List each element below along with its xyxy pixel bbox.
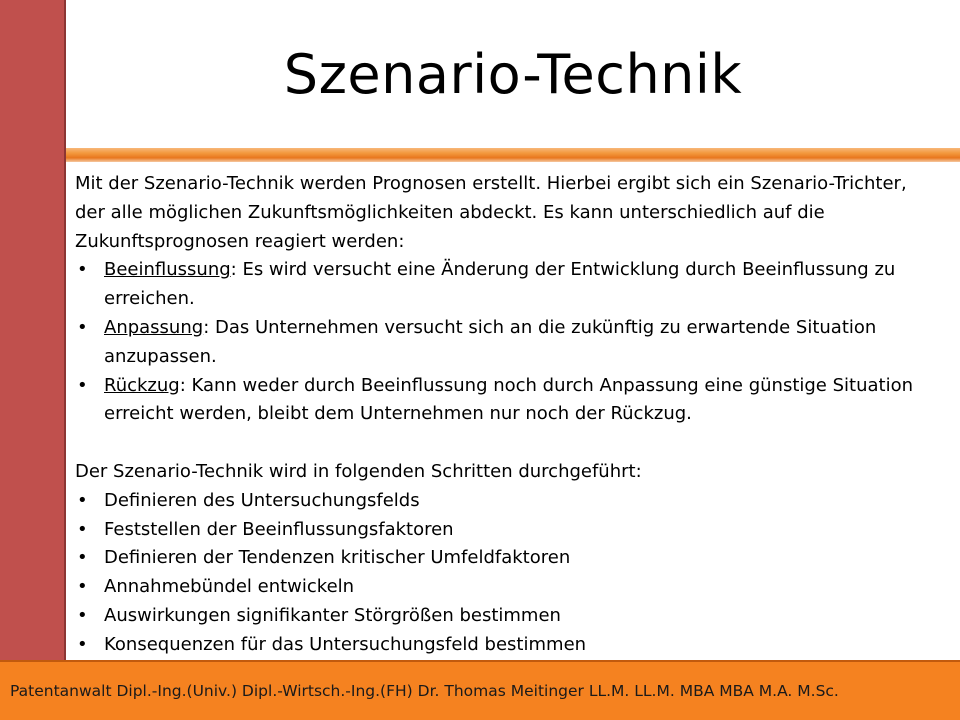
- footer-text: Patentanwalt Dipl.-Ing.(Univ.) Dipl.-Wirtsch.-Ing.(FH) Dr. Thomas Meitinger LL.M. LL.M. MBA MBA M.A. M.Sc.: [10, 682, 839, 700]
- step-text: Auswirkungen signifikanter Störgrößen bestimmen: [104, 604, 561, 626]
- reaction-term: Beeinflussung: [104, 259, 231, 281]
- steps-intro: Der Szenario-Technik wird in folgenden Schritten durchgeführt:: [75, 460, 642, 482]
- left-accent-bar: [0, 0, 66, 660]
- step-text: Feststellen der Beeinflussungsfaktoren: [104, 518, 454, 540]
- list-item: [75, 314, 937, 372]
- reaction-list: [75, 256, 937, 429]
- bullet-icon: •: [77, 518, 88, 540]
- bullet-icon: •: [77, 576, 88, 598]
- list-item: [75, 256, 937, 314]
- reaction-text: : Es wird versucht eine Änderung der Entwicklung durch Beeinflussung zu erreichen.: [104, 259, 896, 310]
- reaction-term: Anpassung: [104, 316, 204, 338]
- step-text: Definieren des Untersuchungsfelds: [104, 489, 420, 511]
- footer-bar: [0, 660, 960, 720]
- slide-content: [75, 170, 937, 660]
- step-text: Annahmebündel entwickeln: [104, 576, 355, 598]
- bullet-icon: •: [77, 489, 88, 511]
- bullet-icon: •: [77, 547, 88, 569]
- intro-paragraph: Mit der Szenario-Technik werden Prognosen erstellt. Hierbei ergibt sich ein Szenario-Trichter, der alle möglichen Zukunftsmöglichkeiten abdeckt. Es kann unterschiedlich auf die Zukunftsprognosen reagiert werden:: [75, 173, 907, 252]
- bullet-icon: •: [77, 604, 88, 626]
- list-item: [75, 487, 937, 516]
- paragraph-spacer: [75, 429, 937, 458]
- list-item: [75, 602, 937, 631]
- step-text: Definieren der Tendenzen kritischer Umfeldfaktoren: [104, 547, 571, 569]
- list-item: [75, 516, 937, 545]
- title-divider: [66, 148, 960, 162]
- reaction-term: Rückzug: [104, 374, 180, 396]
- steps-list: [75, 487, 937, 660]
- list-item: [75, 573, 937, 602]
- list-item: [75, 372, 937, 430]
- step-text: Konsequenzen für das Untersuchungsfeld bestimmen: [104, 633, 587, 655]
- bullet-icon: •: [77, 316, 88, 338]
- reaction-text: : Kann weder durch Beeinflussung noch durch Anpassung eine günstige Situation erreicht werden, bleibt dem Unternehmen nur noch der Rückzug.: [104, 374, 914, 425]
- reaction-text: : Das Unternehmen versucht sich an die zukünftig zu erwartende Situation anzupassen.: [104, 316, 877, 367]
- slide-title: Szenario-Technik: [283, 43, 743, 106]
- list-item: [75, 544, 937, 573]
- bullet-icon: •: [77, 374, 88, 396]
- bullet-icon: •: [77, 259, 88, 281]
- bullet-icon: •: [77, 633, 88, 655]
- list-item: [75, 631, 937, 660]
